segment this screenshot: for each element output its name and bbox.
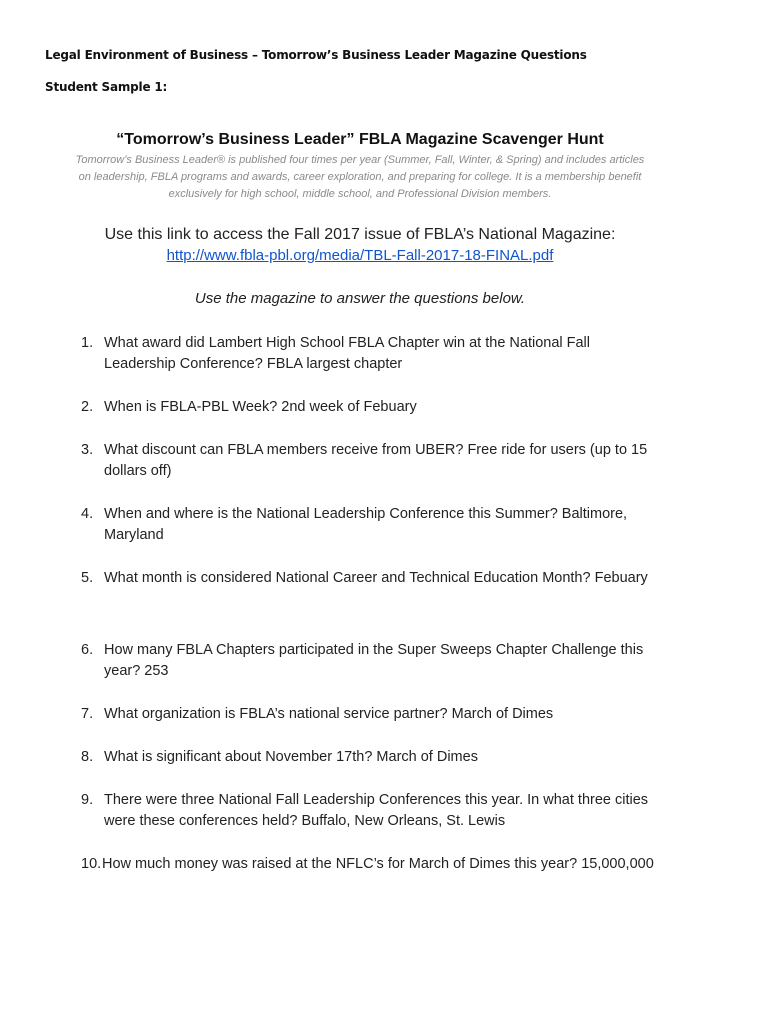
- question-item: [81, 747, 661, 768]
- worksheet-intro: [50, 152, 670, 203]
- question-number: 4.: [81, 506, 94, 522]
- worksheet-header: [50, 130, 670, 307]
- question-text: When and where is the National Leadership Conference this Summer? Baltimore, Maryland: [104, 506, 628, 543]
- question-text: What month is considered National Career and Technical Education Month? Febuary: [104, 570, 648, 586]
- question-number: 6.: [81, 642, 94, 658]
- intro-line: Tomorrow’s Business Leader® is published four times per year (Summer, Fall, Winter, & Spring) and includes articles: [75, 154, 645, 166]
- access-instructions: [50, 224, 670, 266]
- question-text: What discount can FBLA members receive from UBER? Free ride for users (up to 15 dollars off): [104, 442, 648, 479]
- question-number: 5.: [81, 570, 94, 586]
- question-number: 7.: [81, 706, 94, 722]
- question-item: [81, 704, 661, 725]
- question-text: What award did Lambert High School FBLA Chapter win at the National Fall Leadership Conference? FBLA largest chapter: [104, 335, 590, 372]
- student-sample-label: Student Sample 1:: [45, 80, 168, 94]
- question-number: 1.: [81, 335, 94, 351]
- document-heading: Legal Environment of Business – Tomorrow’s Business Leader Magazine Questions: [45, 48, 587, 62]
- question-text: There were three National Fall Leadership Conferences this year. In what three cities were these conferences held? Buffalo, New Orleans, St. Lewis: [104, 792, 649, 829]
- worksheet-instruction: Use the magazine to answer the questions below.: [194, 290, 526, 307]
- magazine-link[interactable]: http://www.fbla-pbl.org/media/TBL-Fall-2017-18-FINAL.pdf: [166, 247, 554, 264]
- question-item: [81, 440, 661, 482]
- question-number: 8.: [81, 749, 94, 765]
- worksheet-title: “Tomorrow’s Business Leader” FBLA Magazine Scavenger Hunt: [116, 131, 604, 148]
- access-text: Use this link to access the Fall 2017 issue of FBLA’s National Magazine:: [104, 226, 616, 243]
- question-item: [81, 504, 661, 546]
- question-text: What organization is FBLA’s national service partner? March of Dimes: [104, 706, 554, 722]
- question-item: [81, 568, 661, 589]
- question-item: [81, 640, 661, 682]
- question-number: 9.: [81, 792, 94, 808]
- question-number: 10.: [81, 856, 102, 872]
- question-item: [81, 397, 661, 418]
- question-text: What is significant about November 17th? March of Dimes: [104, 749, 478, 765]
- question-item: [81, 790, 661, 832]
- question-number: 2.: [81, 399, 94, 415]
- question-item: [81, 333, 661, 375]
- intro-line: exclusively for high school, middle school, and Professional Division members.: [168, 188, 552, 200]
- question-item: [81, 854, 661, 875]
- intro-line: on leadership, FBLA programs and awards, career exploration, and preparing for college. It is a membership benefit: [78, 171, 642, 183]
- question-number: 3.: [81, 442, 94, 458]
- question-text: How much money was raised at the NFLC’s for March of Dimes this year? 15,000,000: [102, 856, 654, 872]
- question-text: How many FBLA Chapters participated in the Super Sweeps Chapter Challenge this year? 253: [104, 642, 644, 679]
- question-text: When is FBLA-PBL Week? 2nd week of Febuary: [104, 399, 417, 415]
